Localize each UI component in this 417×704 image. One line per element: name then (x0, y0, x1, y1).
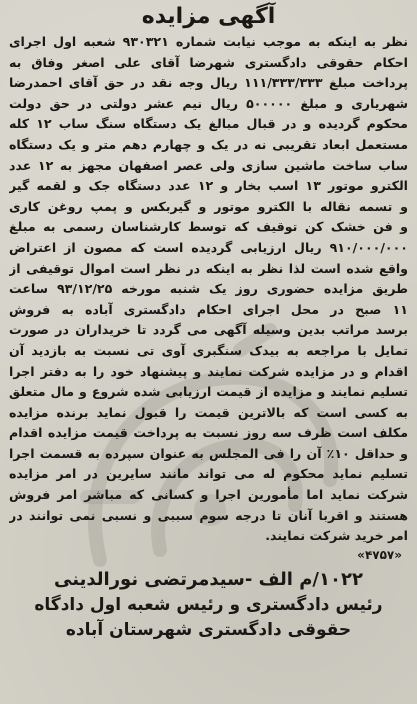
signature-court: حقوقی دادگستری شهرستان آباده (65, 619, 352, 640)
notice-line: برسد مراتب بدین وسیله آگهی می گردد تا خریداران در صورت (9, 322, 408, 338)
notice-line: تسلیم نمایند و مزایده از قیمت ارزیابی شده شروع و مال متعلق (9, 384, 408, 400)
notice-line: واقع شده است لذا نظر به اینکه در نظر است اموال توقیفی از (9, 260, 408, 276)
notice-line: مکلف است ظرف سه روز نسبت به پرداخت قیمت مزایده اقدام (9, 425, 408, 441)
notice-line: احکام حقوقی دادگستری شهرضا آقای علی اصغر وفاق به (9, 54, 408, 70)
notice-line: و تسمه نقاله با الکترو موتور و گیربکس و پمپ روغن کاری (9, 198, 408, 214)
notice-line: مستعمل ابعاد تقریبی نه در یک و چهارم دهم متر و یک دستگاه (9, 136, 408, 152)
signature-title: رئیس دادگستری و رئیس شعبه اول دادگاه (34, 594, 383, 615)
notice-line: به کسی است که بالاترین قیمت را قبول نماید برنده مزایده (9, 404, 408, 420)
notice-line: طریق مزایده حضوری روز یک شنبه مورخه ۹۳/۱۲/۲۵ ساعت (9, 281, 408, 297)
notice-body (9, 32, 408, 547)
signature-name: ۱۰۲۲/م الف -سیدمرتضی نورالدینی (54, 568, 363, 590)
notice-line: اقدام و در مزایده شرکت نمایند و پیشنهاد خود را به دفتر اجرا (9, 363, 408, 379)
notice-line: ساب ساخت ماشین سازی ولی عصر اصفهان مجهز به ۱۲ عدد (9, 157, 408, 173)
notice-line: شرکت نماید اما مأمورین اجرا و کسانی که مباشر امر فروش (9, 487, 408, 503)
notice-line: شهریاری و مبلغ ۵۰۰۰۰۰ ریال نیم عشر دولتی در حق دولت (9, 95, 408, 111)
notice-line: ۹۱۰/۰۰۰/۰۰۰ ریال ارزیابی گردیده است که مصون از اعتراض (9, 239, 408, 255)
notice-line: پرداخت مبلغ ۱۱۱/۳۳۳/۳۳۳ ریال وجه نقد در حق آقای احمدرضا (9, 75, 408, 91)
notice-line: و فن خشک کن توقیف که توسط کارشناسان رسمی به مبلغ (9, 219, 408, 235)
notice-line: تسلیم نماید محکوم له می تواند مانند سایرین در امر مزایده (9, 466, 408, 482)
notice-line: امر خرید شرکت نمایند. (265, 528, 408, 544)
notice-line: محکوم گردیده و در قبال مبالغ یک دستگاه سنگ ساب ۱۲ کله (9, 116, 408, 132)
notice-line: هستند و اقربا آنان تا درجه سوم سببی و نسبی نمی توانند در (9, 507, 408, 523)
notice-line: الکترو موتور ۱۳ اسب بخار و ۱۲ عدد دستگاه جک و لقمه گیر (9, 178, 408, 194)
notice-line: نظر به اینکه به موجب نیابت شماره ۹۳۰۳۲۱ شعبه اول اجرای (9, 34, 408, 49)
notice-code: «۴۷۵۷» (357, 547, 402, 562)
notice-line: ۱۱ صبح در محل اجرای احکام دادگستری آباده به فروش (9, 301, 408, 317)
notice-title: آگهی مزایده (141, 4, 276, 29)
notice-line: تمایل با مراجعه به بیدک سنگبری آوی تی نسبت به بازدید آن (9, 342, 408, 358)
notice-line: و حداقل ۱۰٪ آن را فی المجلس به عنوان سپرده به قسمت اجرا (9, 445, 408, 461)
